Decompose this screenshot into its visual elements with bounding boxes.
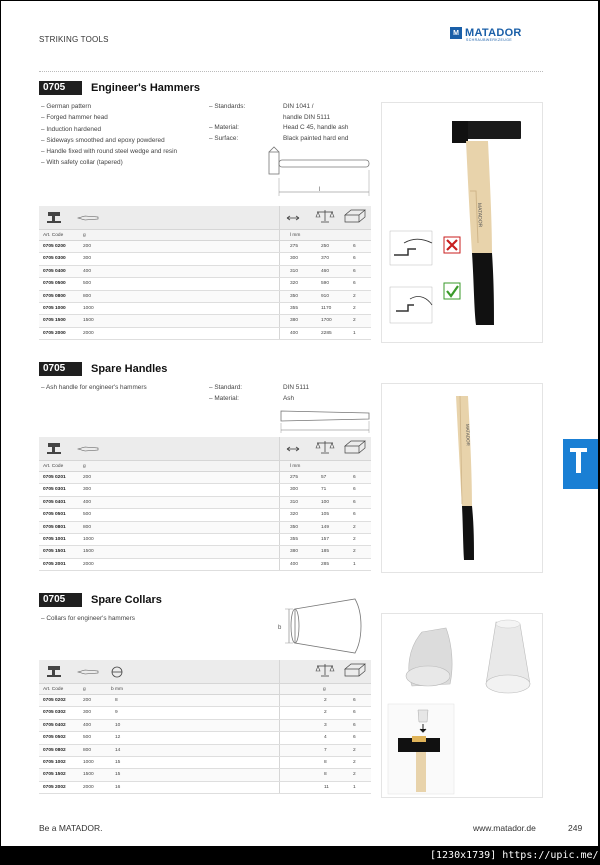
value-cell: 6 <box>353 475 356 480</box>
value-cell: 320 <box>290 281 299 287</box>
handle-photo-art <box>382 384 542 572</box>
feature-item: – Forged hammer head <box>41 112 177 123</box>
value-cell: 8 <box>324 759 327 765</box>
value-cell: 7 <box>324 747 327 753</box>
value-cell: 2 <box>353 318 356 324</box>
box-icon <box>344 663 366 677</box>
feature-item: – Handle fixed with round steel wedge and resin <box>41 146 177 157</box>
value-cell: 8 <box>324 772 327 778</box>
value-cell: 11 <box>324 784 329 790</box>
box-icon <box>344 209 366 223</box>
value-cell: 2 <box>324 698 327 703</box>
value-cell: 310 <box>290 499 299 505</box>
ruler-icon <box>286 445 300 453</box>
value-cell: 2 <box>353 772 356 778</box>
table-row <box>39 241 371 253</box>
value-cell: 100 <box>321 499 330 505</box>
art-code-cell: 0705 1502 <box>43 772 66 778</box>
art-code-cell: 0705 1500 <box>43 318 66 324</box>
feature-list <box>41 613 135 624</box>
value-cell: 275 <box>290 244 299 249</box>
hammer-dimension-drawing <box>263 144 373 199</box>
value-cell: 350 <box>290 524 299 530</box>
section-title: Spare Handles <box>91 363 168 375</box>
value-cell: 300 <box>83 710 92 716</box>
dim-label: l <box>319 187 321 193</box>
product-table <box>39 437 371 571</box>
art-code-cell: 0705 0802 <box>43 747 66 753</box>
value-cell: 500 <box>83 281 92 287</box>
value-cell: 10 <box>115 722 121 728</box>
value-cell: 800 <box>83 293 92 299</box>
value-cell: 1000 <box>83 305 94 311</box>
page-number: 249 <box>568 823 583 833</box>
product-table <box>39 206 371 340</box>
feature-item: – Induction hardened <box>41 124 177 135</box>
brand-mark-icon: M <box>450 27 462 39</box>
table-row <box>39 546 371 558</box>
spec-row: – Standards: DIN 1041 / <box>209 102 383 113</box>
value-cell: 6 <box>353 487 356 493</box>
value-cell: 800 <box>83 747 92 753</box>
art-code-cell: 0705 1501 <box>43 549 66 555</box>
spec-row: – Material: Head C 45, handle ash <box>209 123 383 134</box>
value-cell: 1500 <box>83 318 94 324</box>
value-cell: 6 <box>353 256 356 262</box>
value-cell: 400 <box>290 561 299 567</box>
product-table <box>39 660 371 794</box>
section-tab[interactable] <box>563 439 598 489</box>
value-cell: 300 <box>290 256 299 262</box>
collar-dimension-drawing <box>271 595 371 657</box>
hammer-photo <box>381 102 543 343</box>
table-row <box>39 509 371 521</box>
feature-list <box>41 382 147 393</box>
value-cell: 4 <box>324 735 327 741</box>
table-icon-row <box>39 660 371 684</box>
value-cell: 355 <box>290 305 299 311</box>
diameter-icon <box>111 666 123 678</box>
table-row <box>39 291 371 303</box>
value-cell: 1000 <box>83 536 94 542</box>
value-cell: 1 <box>353 784 356 790</box>
value-cell: 590 <box>321 281 330 287</box>
value-cell: 2 <box>324 710 327 716</box>
footer-website[interactable]: www.matador.de <box>473 823 536 833</box>
value-cell: 350 <box>290 293 299 299</box>
table-icon-row <box>39 206 371 230</box>
spec-list <box>209 383 383 404</box>
brand-name: MATADOR <box>465 26 522 39</box>
image-stamp: [1230x1739] https://upic.me/ <box>430 846 600 865</box>
scale-icon <box>315 209 335 223</box>
value-cell: 400 <box>83 268 92 274</box>
value-cell: 2 <box>353 536 356 542</box>
art-code-cell: 0705 2001 <box>43 561 66 567</box>
value-cell: 300 <box>83 487 92 493</box>
table-row <box>39 782 371 794</box>
art-code-cell: 0705 0202 <box>43 698 66 703</box>
value-cell: 200 <box>83 698 92 703</box>
value-cell: 400 <box>290 330 299 336</box>
value-cell: 2285 <box>321 330 332 336</box>
value-cell: 1 <box>353 561 356 567</box>
value-cell: 149 <box>321 524 330 530</box>
art-code-cell: 0705 0502 <box>43 735 66 741</box>
table-row <box>39 315 371 327</box>
feature-item: – With safety collar (tapered) <box>41 157 177 168</box>
art-code-cell: 0705 0800 <box>43 293 66 299</box>
value-cell: 400 <box>83 499 92 505</box>
value-cell: 185 <box>321 549 330 555</box>
art-code-cell: 0705 0201 <box>43 475 66 480</box>
table-row <box>39 522 371 534</box>
value-cell: 57 <box>321 475 327 480</box>
table-row <box>39 707 371 719</box>
table-row <box>39 497 371 509</box>
section-code: 0705 <box>39 362 82 376</box>
section-title: Spare Collars <box>91 594 162 606</box>
art-code-cell: 0705 0300 <box>43 256 66 262</box>
art-code-cell: 0705 1001 <box>43 536 66 542</box>
handle-dimension-drawing <box>279 405 373 435</box>
section-code: 0705 <box>39 81 82 95</box>
value-cell: 285 <box>321 561 330 567</box>
value-cell: 6 <box>353 499 356 505</box>
value-cell: 300 <box>290 487 299 493</box>
table-row <box>39 769 371 781</box>
table-row <box>39 559 371 571</box>
value-cell: 15 <box>115 772 121 778</box>
table-row <box>39 328 371 340</box>
table-header: Art. Code g l mm <box>39 461 371 472</box>
value-cell: 380 <box>290 318 299 324</box>
table-row <box>39 278 371 290</box>
table-row <box>39 534 371 546</box>
table-row <box>39 266 371 278</box>
section-heading <box>39 593 162 607</box>
section-title: Engineer's Hammers <box>91 82 200 94</box>
collar-photo <box>381 613 543 798</box>
value-cell: 310 <box>290 268 299 274</box>
value-cell: 6 <box>353 268 356 274</box>
value-cell: 105 <box>321 512 330 518</box>
value-cell: 6 <box>353 281 356 287</box>
value-cell: 6 <box>353 698 356 703</box>
value-cell: 1170 <box>321 305 332 311</box>
feature-item: – Ash handle for engineer's hammers <box>41 382 147 393</box>
art-code-cell: 0705 1002 <box>43 759 66 765</box>
table-row <box>39 472 371 484</box>
footer-slogan: Be a MATADOR. <box>39 823 103 833</box>
value-cell: 200 <box>83 475 92 480</box>
value-cell: 157 <box>321 536 330 542</box>
value-cell: 380 <box>290 549 299 555</box>
table-row <box>39 757 371 769</box>
feature-list <box>41 101 177 169</box>
art-code-cell: 0705 0200 <box>43 244 66 249</box>
value-cell: 1500 <box>83 772 94 778</box>
scale-icon <box>315 440 335 454</box>
value-cell: 370 <box>321 256 330 262</box>
brand-logo <box>450 26 522 40</box>
value-cell: 500 <box>83 512 92 518</box>
dim-label: b <box>278 625 282 631</box>
hammer-photo-art <box>382 103 542 342</box>
feature-item: – German pattern <box>41 101 177 112</box>
value-cell: 2 <box>353 747 356 753</box>
art-code-cell: 0705 2000 <box>43 330 66 336</box>
table-row <box>39 745 371 757</box>
value-cell: 15 <box>115 759 121 765</box>
table-row <box>39 695 371 707</box>
value-cell: 2000 <box>83 330 94 336</box>
svg-text:MATADOR: MATADOR <box>465 423 471 446</box>
table-row <box>39 303 371 315</box>
scale-icon <box>315 663 335 677</box>
art-code-cell: 0705 0500 <box>43 281 66 287</box>
table-row <box>39 720 371 732</box>
art-code-cell: 0705 0401 <box>43 499 66 505</box>
svg-text:MATADOR: MATADOR <box>476 202 483 228</box>
art-code-cell: 0705 0301 <box>43 487 66 493</box>
handle-icon <box>77 215 99 221</box>
table-row <box>39 484 371 496</box>
art-code-cell: 0705 0801 <box>43 524 66 530</box>
value-cell: 1500 <box>83 549 94 555</box>
value-cell: 910 <box>321 293 330 299</box>
section-code: 0705 <box>39 593 82 607</box>
spec-row: handle DIN 5111 <box>283 113 331 121</box>
box-icon <box>344 440 366 454</box>
brand-sub: SCHRAUBWERKZEUGE <box>466 38 513 42</box>
value-cell: 355 <box>290 536 299 542</box>
value-cell: 460 <box>321 268 330 274</box>
value-cell: 275 <box>290 475 299 480</box>
value-cell: 71 <box>321 487 327 493</box>
value-cell: 6 <box>353 244 356 249</box>
art-code-cell: 0705 0302 <box>43 710 66 716</box>
value-cell: 2 <box>353 293 356 299</box>
table-header: Art. Code g b mm g <box>39 684 371 695</box>
hammer-icon <box>47 211 61 223</box>
value-cell: 6 <box>353 735 356 741</box>
value-cell: 2000 <box>83 784 94 790</box>
table-row <box>39 253 371 265</box>
table-header: Art. Code g l mm <box>39 230 371 241</box>
table-row <box>39 732 371 744</box>
value-cell: 800 <box>83 524 92 530</box>
table-icon-row <box>39 437 371 461</box>
art-code-cell: 0705 0501 <box>43 512 66 518</box>
value-cell: 14 <box>115 747 121 753</box>
value-cell: 320 <box>290 512 299 518</box>
value-cell: 3 <box>324 722 327 728</box>
catalog-page <box>1 1 598 846</box>
divider <box>39 71 543 72</box>
value-cell: 2 <box>353 524 356 530</box>
hammer-icon <box>47 665 61 677</box>
value-cell: 300 <box>83 256 92 262</box>
spec-row: – Material: Ash <box>209 394 383 405</box>
hammer-icon <box>47 442 61 454</box>
value-cell: 2 <box>353 549 356 555</box>
art-code-cell: 0705 0400 <box>43 268 66 274</box>
category-label: STRIKING TOOLS <box>39 35 109 44</box>
value-cell: 1000 <box>83 759 94 765</box>
value-cell: 9 <box>115 710 118 716</box>
value-cell: 16 <box>115 784 121 790</box>
value-cell: 2 <box>353 305 356 311</box>
value-cell: 6 <box>353 710 356 716</box>
art-code-cell: 0705 2002 <box>43 784 66 790</box>
handle-icon <box>77 669 99 675</box>
value-cell: 250 <box>321 244 330 249</box>
collar-photo-art <box>382 614 542 797</box>
feature-item: – Collars for engineer's hammers <box>41 613 135 624</box>
ruler-icon <box>286 214 300 222</box>
handle-photo <box>381 383 543 573</box>
value-cell: 6 <box>353 722 356 728</box>
value-cell: 200 <box>83 244 92 249</box>
value-cell: 1700 <box>321 318 332 324</box>
value-cell: 12 <box>115 735 121 741</box>
section-heading <box>39 362 167 376</box>
spec-row: – Standard: DIN 5111 <box>209 383 383 394</box>
value-cell: 1 <box>353 330 356 336</box>
value-cell: 2000 <box>83 561 94 567</box>
value-cell: 500 <box>83 735 92 741</box>
handle-icon <box>77 446 99 452</box>
spec-list <box>209 102 383 144</box>
value-cell: 6 <box>353 512 356 518</box>
section-heading <box>39 81 200 95</box>
value-cell: 2 <box>353 759 356 765</box>
value-cell: 400 <box>83 722 92 728</box>
art-code-cell: 0705 1000 <box>43 305 66 311</box>
feature-item: – Sideways smoothed and epoxy powdered <box>41 135 177 146</box>
spec-row: – Surface: Black painted hard end <box>209 134 383 145</box>
art-code-cell: 0705 0402 <box>43 722 66 728</box>
value-cell: 8 <box>115 698 118 703</box>
